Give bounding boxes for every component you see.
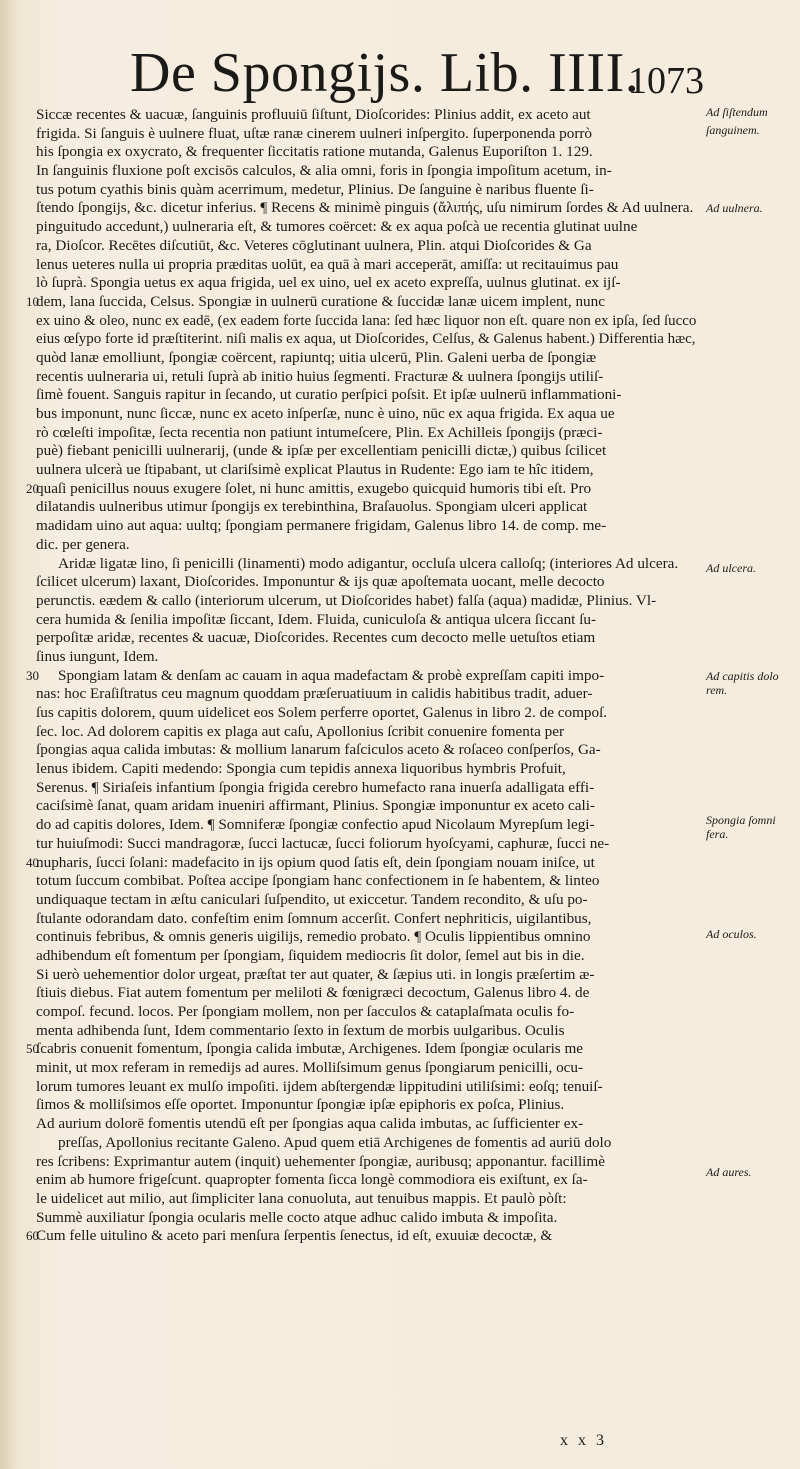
line-text: frigida. Si ſanguis è uulnere fluat, uſtæ ranæ cinerem uulneri inſpergito. ſuperponenda porrò — [36, 124, 593, 142]
text-line — [36, 143, 696, 162]
margin-note: Ad capitis dolo — [706, 669, 779, 683]
line-text: quaſi penicillus nouus exugere ſolet, ni hunc amittis, exugebo quicquid humoris tibi eſt. Pro — [36, 479, 592, 497]
text-line — [36, 461, 696, 480]
text-line — [36, 741, 696, 760]
body-text — [26, 106, 697, 1246]
text-line — [26, 292, 696, 312]
line-number: 30 — [26, 667, 39, 683]
line-text: ſus capitis dolorem, quum uidelicet eos Solem perferre oportet, Galenus in libro 2. de compoſ. — [36, 704, 608, 721]
line-text: Summè auxiliatur ſpongia ocularis melle cocto atque adhuc calido imbuta & impoſita. — [36, 1208, 558, 1226]
text-line — [36, 1190, 696, 1209]
text-line — [36, 199, 696, 218]
line-text: ſimè fouent. Sanguis rapitur in ſecando, ut curatio perſpici poſsit. Et ipſæ uulnerū inflammationi- — [36, 386, 622, 404]
line-text: undiquaque tectam in æſtu caniculari ſuſpendito, ut exiccetur. Tandem recondito, & uſu po- — [36, 890, 588, 908]
line-text: eius œſypo forte id præſtiterint. niſi malis ex aqua, ut Dioſcorides, Celſus, & Galenus habent.) Differentia hæc, — [36, 330, 696, 348]
text-line — [36, 984, 696, 1003]
line-text: Spongiam latam & denſam ac cauam in aqua madefactam & probè expreſſam capiti impo- — [58, 666, 605, 684]
line-text: res ſcribens: Exprimantur autem (inquit) uehementer ſpongiæ, auribusq; apponantur. facillimè — [36, 1152, 605, 1170]
line-text: uulnera ulcerà ue ſtipabant, ut clariſsimè explicat Plautus in Rudente: Ego iam te hîc itidem, — [36, 461, 594, 479]
line-text: preſſas, Apollonius recitante Galeno. Apud quem etiā Archigenes de fomentis ad auriū dolo — [58, 1133, 612, 1151]
line-text: Serenus. ¶ Siriaſeis infantium ſpongia frigida cerebro humefacto rana inuerſa adalligata effi- — [36, 778, 595, 796]
text-line — [36, 274, 696, 293]
line-text: dic. per genera. — [36, 535, 130, 553]
text-line — [36, 816, 696, 835]
line-number: 10 — [26, 293, 39, 309]
line-text: madidam uino aut aqua: uultq; ſpongiam permanere frigidam, Galenus libro 14. de comp. me- — [36, 517, 607, 535]
line-text: pinguitudo accedunt,) uulneraria eſt, & tumores coërcet: & ex aqua poſcà ue recentia glutinat uulne — [36, 218, 638, 236]
text-line — [36, 106, 696, 125]
text-line — [36, 218, 696, 237]
text-line — [36, 797, 696, 816]
line-text: ſcilicet ulcerum) laxant, Dioſcorides. Imponuntur & ijs quæ apoſtemata uocant, melle decocto — [36, 573, 605, 591]
line-text: Aridæ ligatæ lino, ſi penicilli (linamenti) modo adigantur, occluſa ulcera calloſq; (interiores Ad ulcera. — [58, 554, 679, 572]
text-line — [36, 386, 696, 405]
line-text: ſtiuis diebus. Fiat autem fomentum per meliloti & fœnigræci decoctum, Galenus libro 4. de — [36, 984, 590, 1002]
line-text: lenus ueteres nulla ui propria præditas uolūt, ea quā à mari acceperāt, amiſſa: ut recitauimus pau — [36, 255, 619, 273]
line-number: 50 — [26, 1041, 39, 1057]
line-text: his ſpongia ex oxycrato, & frequenter ſiccitatis ratione mutanda, Galenus Euporiſton 1. 129. — [36, 143, 593, 161]
text-line — [36, 704, 696, 723]
text-line — [36, 1078, 696, 1097]
margin-note: Ad ulcera. — [706, 561, 756, 575]
line-text: lorum tumores leuant ex mulſo impoſiti. ijdem abſtergendæ lippitudini utiliſsimi: eoſq; tenuiſ- — [36, 1077, 603, 1095]
line-text: caciſsimè ſanat, quam aridam inueniri affirmant, Plinius. Spongiæ imponuntur ex aceto cali- — [36, 797, 595, 815]
text-line — [36, 1115, 696, 1134]
line-number: 60 — [26, 1228, 39, 1244]
line-text: ſtulante odorandam dato. confeſtim enim ſomnum accerſit. Confert nephriticis, uigilantibus, — [36, 909, 592, 927]
line-text: Ad aurium dolorē fomentis utendū eſt per ſpongias aqua calida imbutas, ac ſufficienter ex- — [36, 1115, 584, 1133]
text-line — [36, 555, 696, 574]
text-line — [36, 872, 696, 891]
text-line — [36, 256, 696, 275]
text-line — [36, 629, 696, 648]
line-text: lenus ibidem. Capiti medendo: Spongia cum tepidis annexa liquoribus hymbris Profuit, — [36, 760, 566, 778]
line-text: Siccæ recentes & uacuæ, ſanguinis profluuiū ſiſtunt, Dioſcorides: Plinius addit, ex aceto aut — [36, 106, 591, 123]
text-line — [26, 853, 696, 873]
line-text: perpoſitæ aridæ, recentes & uacuæ, Dioſcorides. Recentes cum decocto melle uetuſtos etiam — [36, 629, 596, 647]
text-line — [36, 760, 696, 779]
text-line — [36, 405, 696, 424]
text-line — [36, 1171, 696, 1190]
text-line — [36, 312, 696, 331]
line-text: le uidelicet aut milio, aut ſimpliciter lana conuoluta, aut tenuibus mappis. Et paulò pòſt: — [36, 1189, 567, 1207]
text-line — [36, 835, 696, 854]
text-line — [36, 1059, 696, 1078]
text-line — [36, 330, 696, 349]
line-text: nas: hoc Eraſiſtratus ceu magnum quoddam præſeruatiuum in calidis habitibus tradit, aduer- — [36, 685, 593, 703]
text-line — [36, 573, 696, 592]
text-line — [36, 237, 696, 256]
text-line — [36, 1003, 696, 1022]
text-line — [36, 685, 696, 704]
text-line — [36, 1134, 696, 1153]
margin-note: ſanguinem. — [706, 123, 760, 137]
line-text: dem, lana ſuccida, Celsus. Spongiæ in uulnerū curatione & ſuccidæ lanæ uicem implent, nunc — [36, 292, 605, 310]
text-line — [36, 1022, 696, 1041]
line-text: compoſ. fecund. locos. Per ſpongiam mollem, non per ſacculos & cataplaſmata oculis fo- — [36, 1003, 575, 1020]
margin-note: Spongia ſomni — [706, 813, 776, 827]
page-number: 1073 — [628, 60, 704, 102]
margin-note: Ad ſiſtendum — [706, 105, 768, 119]
line-text: recentis uulneraria ui, retuli ſuprà ab initio huius ſegmenti. Fracturæ & uulnera ſpongijs utiliſ- — [36, 367, 604, 385]
line-text: ſinus iungunt, Idem. — [36, 647, 159, 665]
line-text: ſpongias aqua calida imbutas: & mollium lanarum faſciculos aceto & roſaceo conſperſos, Ga- — [36, 741, 601, 759]
text-line — [36, 368, 696, 387]
line-number: 20 — [26, 480, 39, 496]
line-text: lò ſuprà. Spongia uetus ex aqua frigida, uel ex uino, uel ex aceto expreſſa, uulnus glutinat. ex ijſ- — [36, 274, 621, 292]
text-line — [36, 424, 696, 443]
text-line — [36, 1096, 696, 1115]
text-line — [36, 723, 696, 742]
text-line — [36, 592, 696, 611]
line-text: tur huiuſmodi: Succi mandragoræ, ſucci lactucæ, ſucci foliorum hyoſcyami, caphuræ, ſucci ne- — [36, 834, 610, 852]
line-text: dilatandis uulneribus utimur ſpongijs ex terebinthina, Braſauolus. Spongiam ulceri applicat — [36, 498, 588, 516]
line-text: tus potum cyathis binis quàm acerrimum, medetur, Plinius. De ſanguine è naribus fluente ſi- — [36, 180, 594, 198]
text-line — [36, 947, 696, 966]
line-text: ſec. loc. Ad dolorem capitis ex plaga aut caſu, Apollonius ſcribit conuenire fomenta per — [36, 722, 565, 740]
line-text: ra, Dioſcor. Recētes diſcutiūt, &c. Veteres cōglutinant uulnera, Plin. atqui Dioſcorides & Ga — [36, 236, 592, 254]
text-line — [36, 162, 696, 181]
line-text: do ad capitis dolores, Idem. ¶ Somniferæ ſpongiæ confectio apud Nicolaum Myrepſum legi- — [36, 816, 595, 834]
line-text: nupharis, ſucci ſolani: madefacito in ijs opium quod ſatis eſt, dein ſpongiam nouam iniſce, ut — [36, 853, 595, 871]
line-text: enim ab humore frigeſcunt. quapropter fomenta ſicca longè commodiora eis exiſtunt, ex ſa- — [36, 1171, 588, 1189]
line-text: quòd lanæ emolliunt, ſpongiæ coërcent, rapiuntq; uitia ulcerū, Plin. Galeni uerba de ſpongiæ — [36, 348, 597, 366]
margin-note: Ad oculos. — [706, 927, 757, 941]
line-text: totum ſuccum combibat. Poſtea accipe ſpongiam hanc confectionem in ſe habentem, & linteo — [36, 872, 600, 890]
text-line — [36, 536, 696, 555]
text-line — [36, 1153, 696, 1172]
running-title: De Spongijs. Lib. IIII. — [130, 42, 640, 104]
text-line — [36, 928, 696, 947]
margin-note: fera. — [706, 827, 729, 841]
line-text: continuis febribus, & omnis generis uigilijs, remedio probato. ¶ Oculis lippientibus omnino — [36, 928, 591, 946]
text-line — [36, 779, 696, 798]
line-text: ſcabris conuenit fomentum, ſpongia calida imbutæ, Archigenes. Idem ſpongiæ ocularis me — [36, 1040, 584, 1058]
line-text: ſimos & molliſsimos eſſe oportet. Imponuntur ſpongiæ ipſæ epiphoris ex poſca, Plinius. — [36, 1096, 565, 1114]
line-text: minit, ut mox referam in remedijs ad aures. Molliſsimum genus ſpongiarum penicilli, ocu- — [36, 1059, 584, 1077]
line-text: In ſanguinis fluxione poſt excisōs calculos, & alia omni, foris in ſpongia impoſitum acetum, in- — [36, 162, 612, 180]
text-line — [36, 517, 696, 536]
line-text: menta adhibenda ſunt, Idem commentario ſexto in ſextum de morbis uulgaribus. Oculis — [36, 1021, 565, 1039]
line-text: bus imponunt, nunc ſiccæ, nunc ex aceto inſperſæ, nunc è uino, nūc ex aqua frigida. Ex aqua ue — [36, 405, 615, 422]
text-line — [26, 1227, 696, 1246]
text-line — [36, 891, 696, 910]
signature-mark: x x 3 — [560, 1432, 607, 1449]
margin-note: rem. — [706, 683, 728, 697]
text-line — [26, 1040, 696, 1059]
text-line — [36, 498, 696, 517]
page-header — [130, 38, 730, 108]
text-line — [26, 666, 696, 686]
text-line — [36, 125, 696, 144]
text-line — [36, 349, 696, 368]
text-line — [36, 966, 696, 985]
line-text: perunctis. eædem & callo (interiorum ulcerum, ut Dioſcorides habet) falſa (aqua) madidæ, Plinius. Vl- — [36, 591, 657, 609]
line-text: Si uerò uehementior dolor urgeat, præſtat ter aut quater, & ſæpius uti. in longis præſertim æ- — [36, 965, 595, 983]
line-text: adhibendum eſt fomentum per ſpongiam, ſiquidem mediocris ſit dolor, ſemel aut bis in die. — [36, 946, 585, 964]
line-number: 40 — [26, 854, 39, 870]
text-line — [36, 910, 696, 929]
line-text: ſtendo ſpongijs, &c. dicetur inferius. ¶ Recens & minimè pinguis (ἄλιπής, uſu nimirum ſordes & Ad uulnera. — [36, 199, 694, 217]
line-text: Cum felle uitulino & aceto pari menſura ſerpentis ſenectus, id eſt, exuuiæ decoctæ, & — [36, 1227, 553, 1245]
margin-note: Ad aures. — [706, 1165, 752, 1179]
line-text: cera humida & ſenilia impoſitæ ſiccant, Idem. Fluida, cuniculoſa & antiqua ulcera ſiccant ſu- — [36, 610, 597, 628]
margin-note: Ad uulnera. — [706, 201, 763, 215]
text-line — [36, 648, 696, 667]
line-text: ex uino & oleo, nunc ex eadē, (ex eadem forte ſuccida lana: ſed hæc liquor non eſt. quare non ex ipſa, ſed ſucco — [36, 311, 697, 329]
text-line — [36, 442, 696, 461]
text-line — [36, 611, 696, 630]
text-line — [36, 181, 696, 200]
text-line — [36, 1209, 696, 1228]
line-text: puè) fiebant penicilli uulnerarij, (unde & ipſæ per excellentiam penicilli dictæ,) quibus ſcilicet — [36, 442, 607, 460]
text-line — [26, 479, 696, 499]
line-text: rò cœleſti impoſitæ, ſecta recentia non patiunt intumeſcere, Plin. Ex Achilleis ſpongijs (præci- — [36, 423, 603, 441]
